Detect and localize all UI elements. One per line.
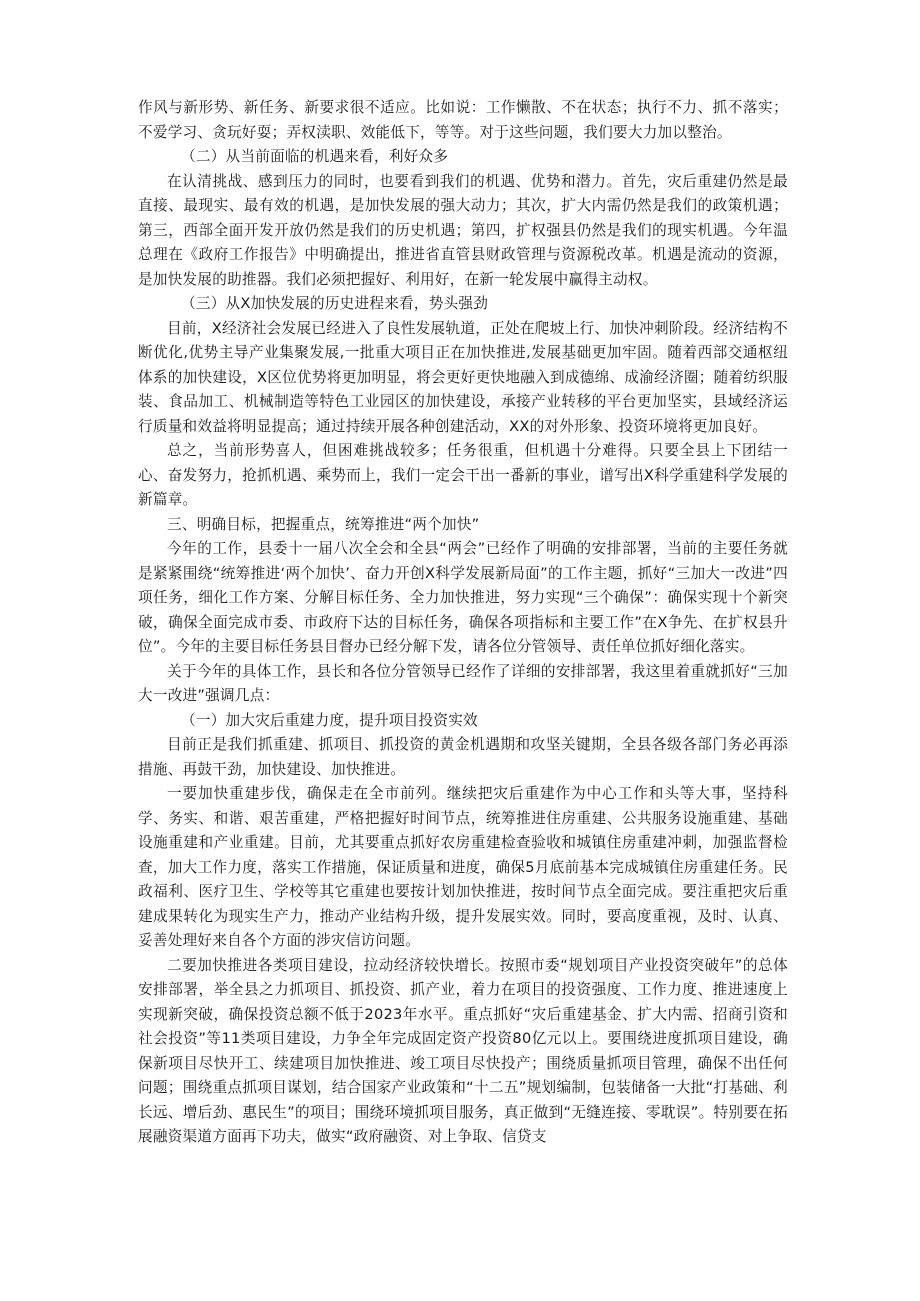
paragraph-golden-period: 目前正是我们抓重建、抓项目、抓投资的黄金机遇期和攻坚关键期，全县各级各部门务必再添措施、再鼓干劲，加快建设、加快推进。 bbox=[138, 736, 788, 778]
paragraph-project-construction: 二要加快推进各类项目建设，拉动经济较快增长。按照市委“规划项目产业投资突破年”的总体安排部署，举全县之力抓项目、抓投资、抓产业，着力在项目的投资强度、工作力度、推进速度上实现新突破，确保投资总额不低于2023年水平。重点抓好“灾后重建基金、扩大内需、招商引资和社会投资”等11类项目建设，力争全年完成固定资产投资80亿元以上。要围绕进度抓项目建设，确保新项目尽快开工、续建项目加快推进、竣工项目尽快投产；围绕质量抓项目管理，确保不出任何问题；围绕重点抓项目谋划，结合国家产业政策和“十二五”规划编制，包装储备一大批“打基础、利长远、增后劲、惠民生”的项目；围绕环境抓项目服务，真正做到“无缝连接、零耽误”。特别要在拓展融资渠道方面再下功夫，做实“政府融资、对上争取、信贷支 bbox=[138, 956, 788, 1145]
document-body bbox=[138, 96, 788, 1150]
section-heading-three: 三、明确目标，把握重点，统筹推进“两个加快” bbox=[167, 515, 480, 533]
paragraph-continuation: 作风与新形势、新任务、新要求很不适应。比如说：工作懒散、不在状态；执行不力、抓不落实；不爱学习、贪玩好耍；弄权渎职、效能低下，等等。对于这些问题，我们要大力加以整治。 bbox=[138, 99, 788, 141]
subheading-opportunities: （二）从当前面临的机遇来看，利好众多 bbox=[181, 148, 449, 165]
paragraph-specific-work: 关于今年的具体工作，县长和各位分管领导已经作了详细的安排部署，我这里着重就抓好“三加大一改进”强调几点： bbox=[138, 662, 788, 704]
paragraph-opportunities: 在认清挑战、感到压力的同时，也要看到我们的机遇、优势和潜力。首先，灾后重建仍然是最直接、最现实、最有效的机遇，是加快发展的强大动力；其次，扩大内需仍然是我们的政策机遇；第三，西部全面开发开放仍然是我们的历史机遇；第四，扩权强县仍然是我们的现实机遇。今年温总理在《政府工作报告》中明确提出，推进省直管县财政管理与资源税改革。机遇是流动的资源，是加快发展的助推器。我们必须把握好、利用好，在新一轮发展中赢得主动权。 bbox=[138, 172, 788, 288]
paragraph-tasks: 今年的工作，县委十一届八次全会和全县“两会”已经作了明确的安排部署，当前的主要任务就是紧紧围绕“统筹推进‘两个加快’、奋力开创X科学发展新局面”的工作主题，抓好“三加大一改进”四项任务，细化工作方案、分解目标任务、全力加快推进，努力实现“三个确保”：确保实现十个新突破，确保全面完成市委、市政府下达的目标任务，确保各项指标和主要工作”在X争先、在扩权县升位”。今年的主要目标任务县目督办已经分解下发，请各位分管领导、责任单位抓好细化落实。 bbox=[138, 540, 788, 655]
subheading-momentum: （三）从X加快发展的历史进程来看，势头强劲 bbox=[181, 295, 489, 312]
paragraph-summary: 总之，当前形势喜人，但困难挑战较多；任务很重，但机遇十分难得。只要全县上下团结一心、奋发努力，抢抓机遇、乘势而上，我们一定会干出一番新的事业，谱写出X科学重建科学发展的新篇章。 bbox=[138, 442, 788, 508]
paragraph-reconstruction-pace: 一要加快重建步伐，确保走在全市前列。继续把灾后重建作为中心工作和头等大事，坚持科学、务实、和谐、艰苦重建，严格把握好时间节点，统筹推进住房重建、公共服务设施重建、基础设施重建和产业重建。目前，尤其要重点抓好农房重建检查验收和城镇住房重建冲刺，加强监督检查，加大工作力度，落实工作措施，保证质量和进度，确保5月底前基本完成城镇住房重建任务。民政福利、医疗卫生、学校等其它重建也要按计划加快推进，按时间节点全面完成。要注重把灾后重建成果转化为现实生产力，推动产业结构升级，提升发展实效。同时，要高度重视，及时、认真、妥善处理好来自各个方面的涉灾信访问题。 bbox=[138, 785, 788, 949]
paragraph-momentum: 目前，X经济社会发展已经进入了良性发展轨道，正处在爬坡上行、加快冲刺阶段。经济结构不断优化,优势主导产业集聚发展,一批重大项目正在加快推进,发展基础更加牢固。随着西部交通枢纽体系的加快建设，X区位优势将更加明显，将会更好更快地融入到成德绵、成渝经济圈；随着纺织服装、食品加工、机械制造等特色工业园区的加快建设，承接产业转移的平台更加坚实，县域经济运行质量和效益将明显提高；通过持续开展各种创建活动，XX的对外形象、投资环境将更加良好。 bbox=[138, 319, 788, 435]
subheading-reconstruction: （一）加大灾后重建力度，提升项目投资实效 bbox=[181, 711, 478, 729]
